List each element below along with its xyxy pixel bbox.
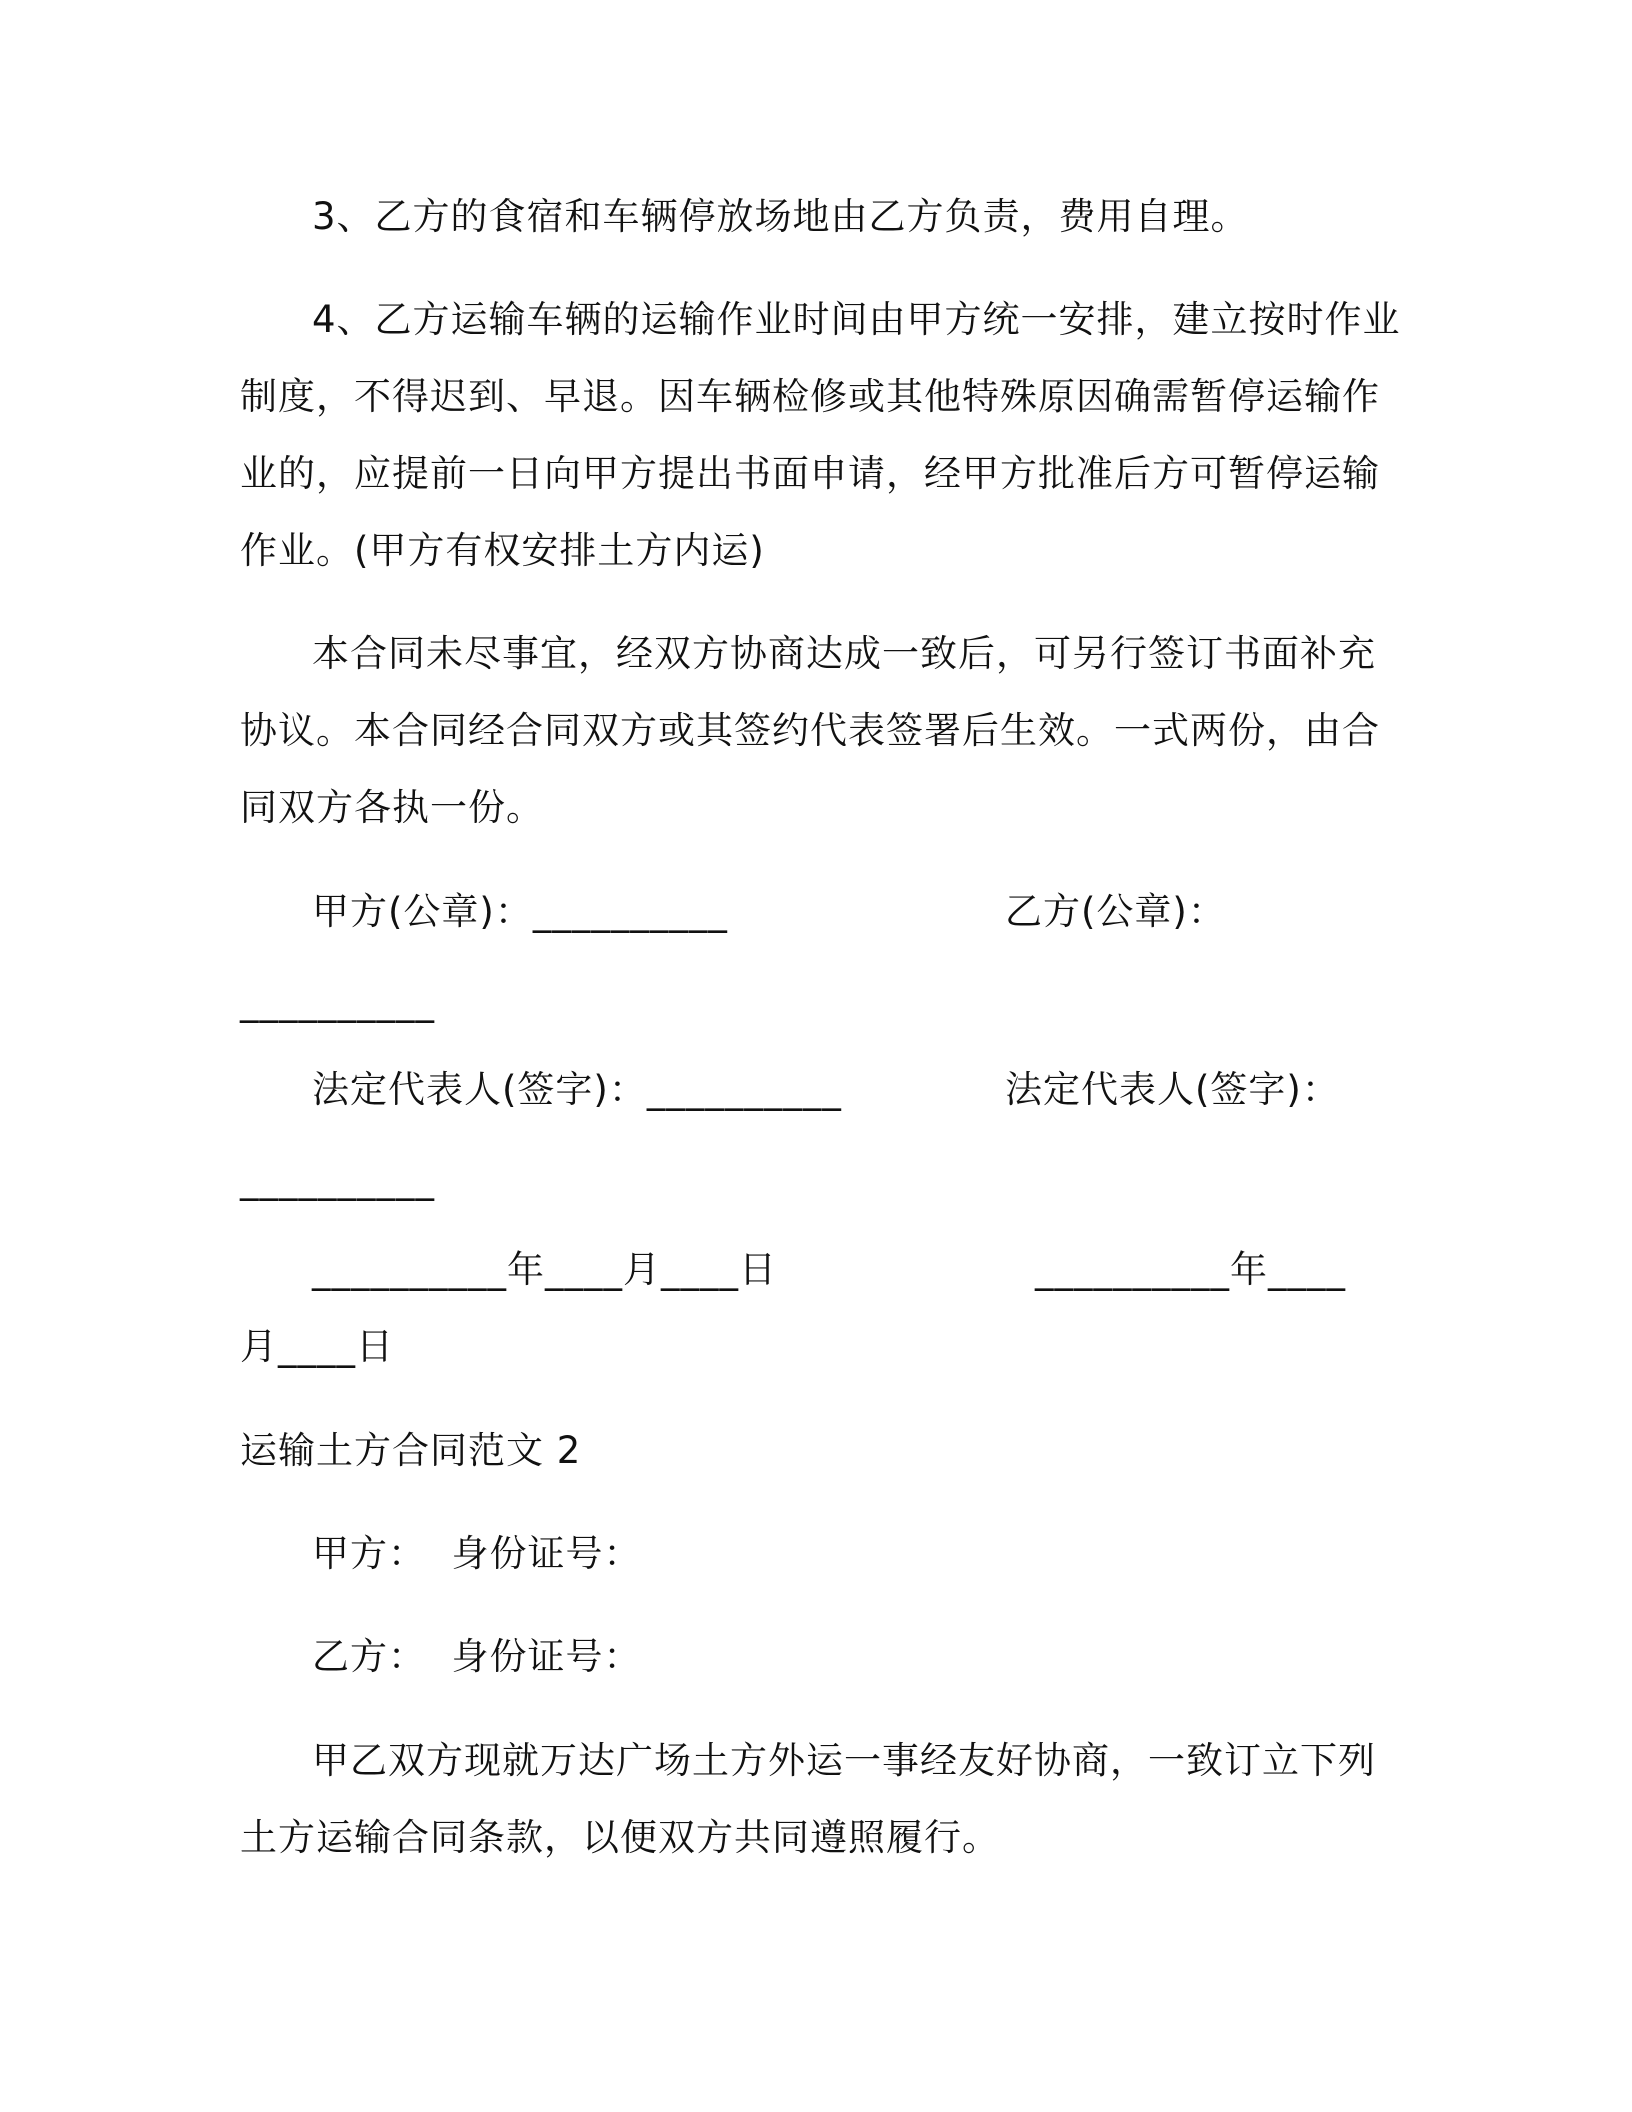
clause-3: 3、乙方的食宿和车辆停放场地由乙方负责，费用自理。 bbox=[312, 195, 1249, 238]
date-b: __________年____ bbox=[1035, 1248, 1346, 1291]
date-a: __________年____月____日 bbox=[312, 1248, 777, 1291]
legal-rep-b: 法定代表人(签字)： bbox=[1005, 1068, 1340, 1111]
date-b-continued: 月____日 bbox=[240, 1325, 394, 1368]
clause-4-line-3: 业的，应提前一日向甲方提出书面申请，经甲方批准后方可暂停运输 bbox=[240, 452, 1380, 495]
party-b-id: 乙方： 身份证号： bbox=[312, 1635, 642, 1678]
supplement-line-2: 协议。本合同经合同双方或其签约代表签署后生效。一式两份，由合 bbox=[240, 709, 1380, 752]
party-b-seal: 乙方(公章)： bbox=[1005, 890, 1226, 933]
section-title: 运输土方合同范文 2 bbox=[240, 1429, 582, 1472]
clause-4-line-2: 制度，不得迟到、早退。因车辆检修或其他特殊原因确需暂停运输作 bbox=[240, 375, 1380, 418]
party-a-seal: 甲方(公章)：__________ bbox=[312, 890, 728, 933]
legal-rep-a: 法定代表人(签字)：__________ bbox=[312, 1068, 842, 1111]
party-b-seal-blank: __________ bbox=[240, 980, 435, 1023]
clause-4-line-4: 作业。(甲方有权安排土方内运) bbox=[240, 529, 765, 572]
supplement-line-3: 同双方各执一份。 bbox=[240, 786, 544, 829]
legal-rep-b-blank: __________ bbox=[240, 1158, 435, 1201]
supplement-line-1: 本合同未尽事宜，经双方协商达成一致后，可另行签订书面补充 bbox=[312, 632, 1376, 675]
intro-line-2: 土方运输合同条款，以便双方共同遵照履行。 bbox=[240, 1816, 1000, 1859]
intro-line-1: 甲乙双方现就万达广场土方外运一事经友好协商，一致订立下列 bbox=[312, 1739, 1376, 1782]
party-a-id: 甲方： 身份证号： bbox=[312, 1532, 642, 1575]
clause-4-line-1: 4、乙方运输车辆的运输作业时间由甲方统一安排，建立按时作业 bbox=[312, 298, 1401, 341]
